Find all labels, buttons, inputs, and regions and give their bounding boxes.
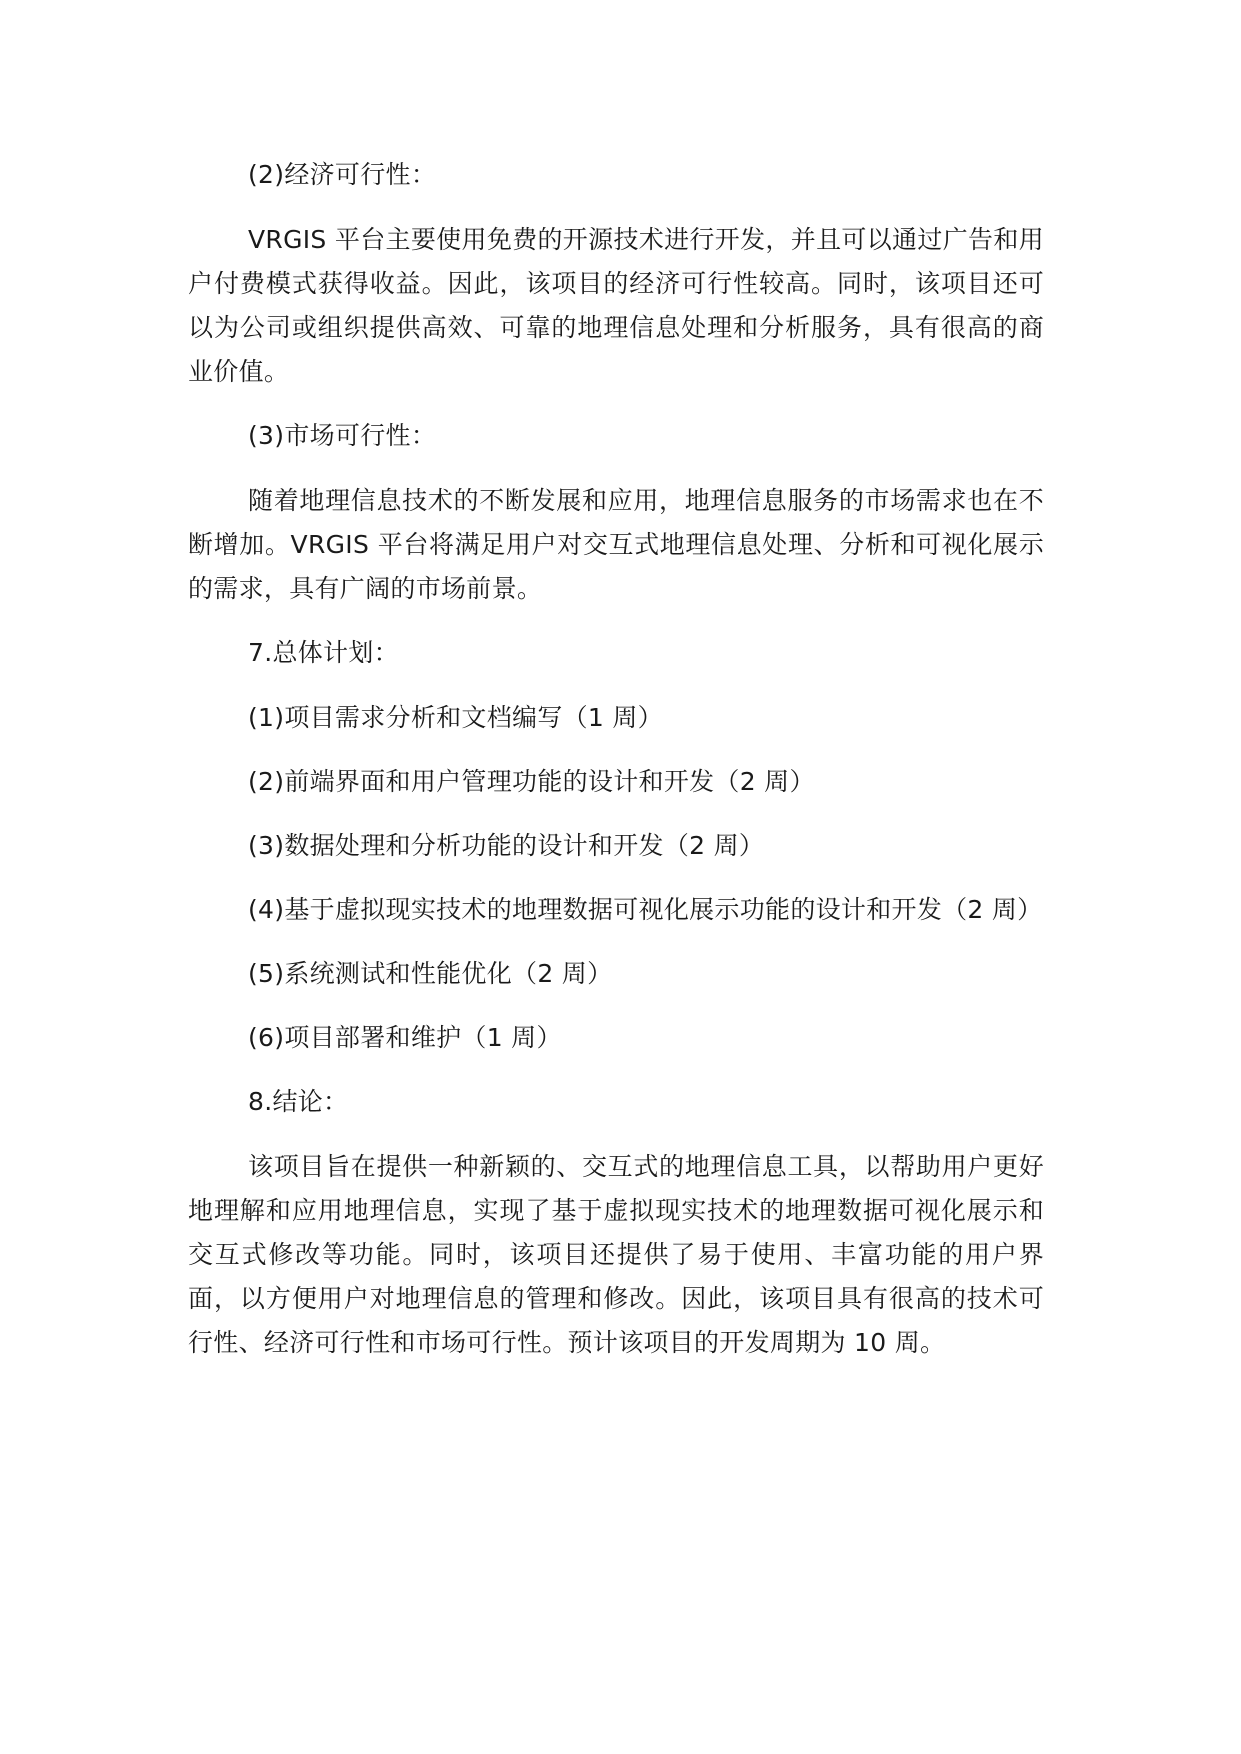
section-heading-market-feasibility: (3)市场可行性：	[248, 421, 437, 450]
plan-item-5: (5)系统测试和性能优化（2 周）	[248, 959, 613, 988]
plan-item-2: (2)前端界面和用户管理功能的设计和开发（2 周）	[248, 767, 815, 796]
plan-item-6: (6)项目部署和维护（1 周）	[248, 1023, 562, 1052]
section-heading-economic-feasibility: (2)经济可行性：	[248, 160, 437, 189]
section-heading-overall-plan: 7.总体计划：	[248, 638, 399, 667]
plan-item-3: (3)数据处理和分析功能的设计和开发（2 周）	[248, 831, 765, 860]
paragraph-market-feasibility: 随着地理信息技术的不断发展和应用，地理信息服务的市场需求也在不断增加。VRGIS 平台将满足用户对交互式地理信息处理、分析和可视化展示的需求，具有广阔的市场前景。	[188, 486, 1044, 603]
plan-item-1: (1)项目需求分析和文档编写（1 周）	[248, 703, 663, 732]
paragraph-conclusion: 该项目旨在提供一种新颖的、交互式的地理信息工具，以帮助用户更好地理解和应用地理信息，实现了基于虚拟现实技术的地理数据可视化展示和交互式修改等功能。同时，该项目还提供了易于使用、丰富功能的用户界面，以方便用户对地理信息的管理和修改。因此，该项目具有很高的技术可行性、经济可行性和市场可行性。预计该项目的开发周期为 10 周。	[188, 1152, 1044, 1357]
document-page	[188, 153, 1044, 1385]
section-heading-conclusion: 8.结论：	[248, 1087, 349, 1116]
paragraph-economic-feasibility: VRGIS 平台主要使用免费的开源技术进行开发，并且可以通过广告和用户付费模式获得收益。因此，该项目的经济可行性较高。同时，该项目还可以为公司或组织提供高效、可靠的地理信息处理和分析服务，具有很高的商业价值。	[188, 225, 1044, 386]
plan-item-4: (4)基于虚拟现实技术的地理数据可视化展示功能的设计和开发（2 周）	[248, 895, 1043, 924]
